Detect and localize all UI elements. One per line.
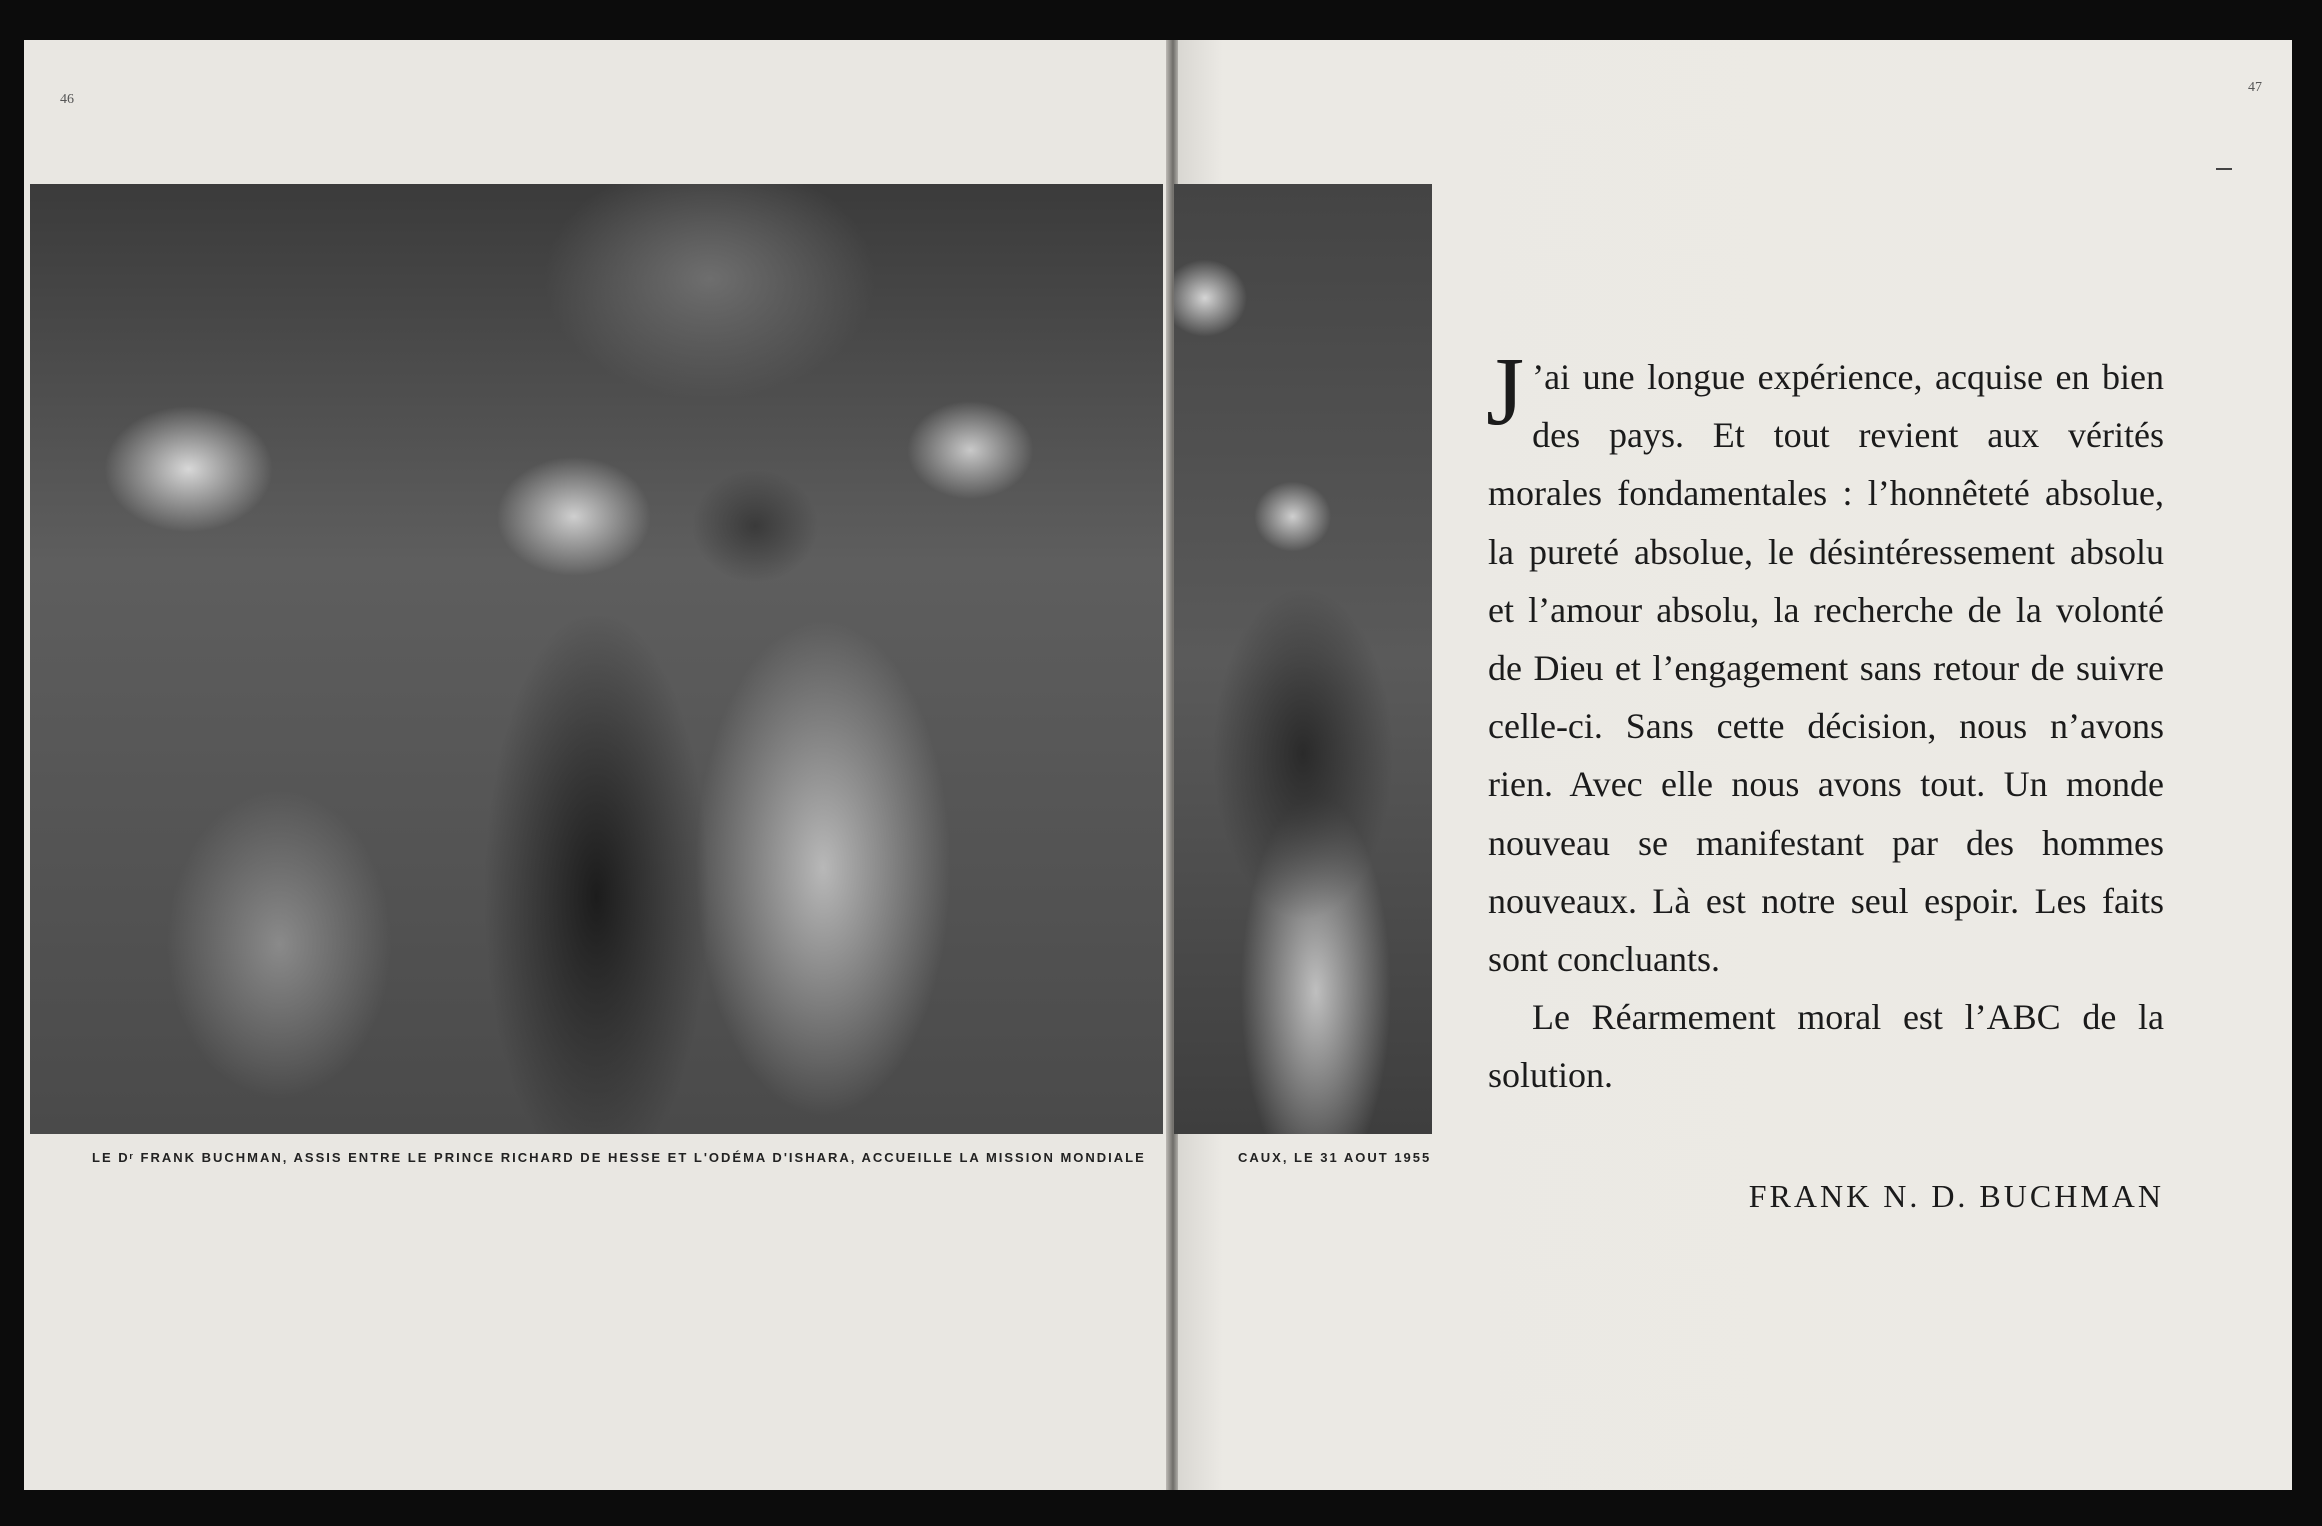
author-signature: FRANK N. D. BUCHMAN xyxy=(1748,1178,2164,1214)
quote-conclusion: Le Réarmement moral est l’ABC de la solution. xyxy=(1488,997,2164,1096)
quote-paragraph xyxy=(1486,338,2164,988)
group-photograph-left xyxy=(30,184,1163,1134)
drop-cap: J xyxy=(1486,338,1525,446)
left-page-number: 46 xyxy=(60,92,74,107)
photo-caption-right: CAUX, LE 31 AOUT 1955 xyxy=(1238,1150,1432,1165)
quote-text xyxy=(1486,338,2164,1105)
right-page-number: 47 xyxy=(2248,80,2262,95)
photo-caption-left: LE Dʳ FRANK BUCHMAN, ASSIS ENTRE LE PRINCE RICHARD DE HESSE ET L'ODÉMA D'ISHARA, ACCUEILLE LA MISSION MONDIALE xyxy=(92,1150,1146,1165)
quote-body: ’ai une longue expérience, acquise en bien des pays. Et tout revient aux vérités morales fondamentales : l’honnêteté absolue, la pureté absolue, le désintéressement absolu et l’amour absolu, la recherche de la volonté de Dieu et l’engagement sans retour de suivre celle-ci. Sans cette décision, nous n’avons rien. Avec elle nous avons tout. Un monde nouveau se manifestant par des hommes nouveaux. Là est notre seul espoir. Les faits sont concluants. xyxy=(1488,357,2164,980)
group-photograph-right xyxy=(1174,184,1432,1134)
margin-mark xyxy=(2216,168,2232,170)
